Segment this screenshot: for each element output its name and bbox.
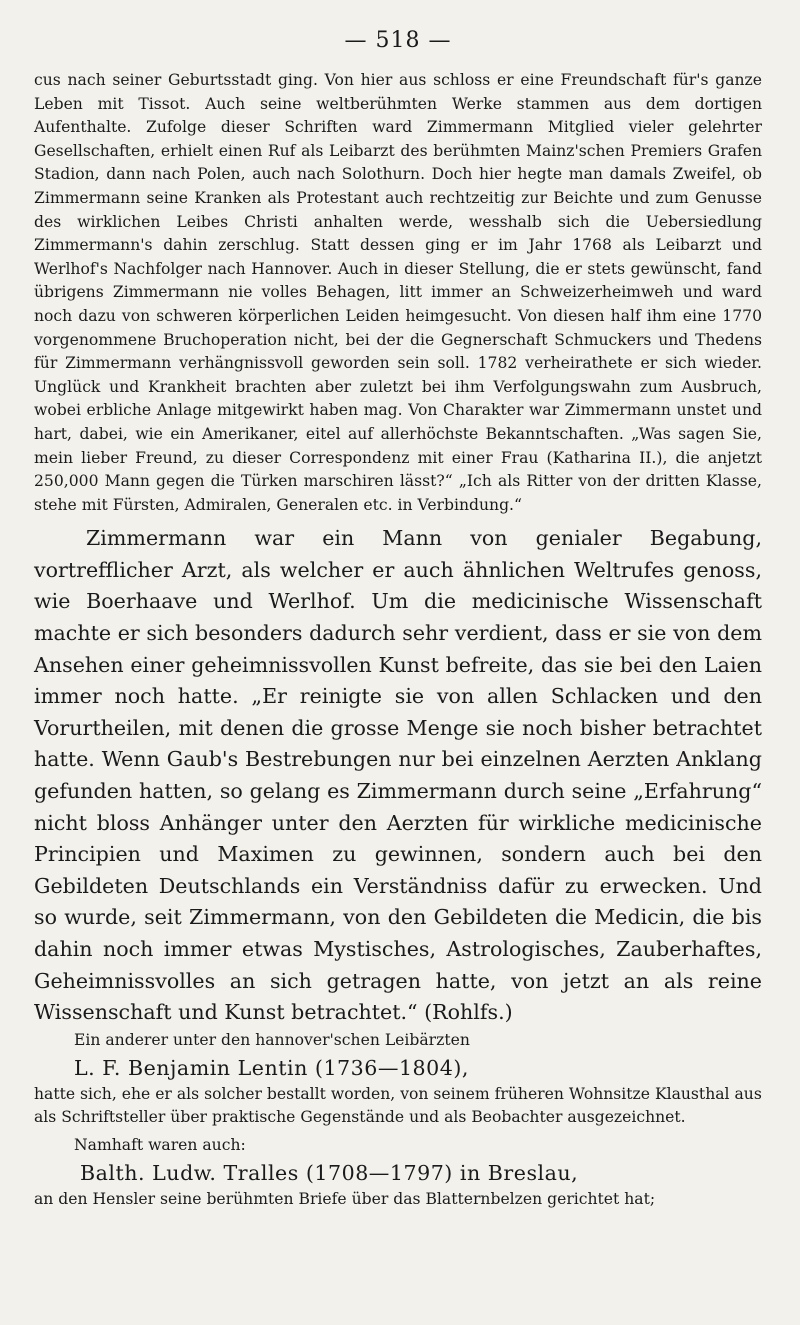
small-text-block: [34, 69, 762, 517]
name-heading-lentin: L. F. Benjamin Lentin (1736—1804),: [74, 1055, 469, 1080]
tralles-description: an den Hensler seine berühmten Briefe über das Blatternbelzen gerichtet hat;: [34, 1189, 656, 1208]
large-text-block: [34, 523, 762, 1029]
intro-line: Ein anderer unter den hannover'schen Leibärzten: [74, 1030, 470, 1049]
namhaft-line: Namhaft waren auch:: [74, 1136, 246, 1155]
large-paragraph: Zimmermann war ein Mann von genialer Begabung, vortrefflicher Arzt, als welcher er auch ähnlichen Weltrufes genoss, wie Boerhaave und Werlhof. Um die medicinische Wissenschaft machte er sich besonders dadurch sehr verdient, dass er sie von dem Ansehen einer geheimnissvollen Kunst befreite, das sie bei den Laien immer noch hatte. „Er reinigte sie von allen Schlacken und den Vorurtheilen, mit denen die grosse Menge sie noch bisher betrachtet hatte. Wenn Gaub's Bestrebungen nur bei einzelnen Aerzten Anklang gefunden hatten, so gelang es Zimmermann durch seine „Erfahrung“ nicht bloss Anhänger unter den Aerzten für wirkliche medicinische Principien und Maximen zu gewinnen, sondern auch bei den Gebildeten Deutschlands ein Verständniss dafür zu erwecken. Und so wurde, seit Zimmermann, von den Gebildeten die Medicin, die bis dahin noch immer etwas Mystisches, Astrologisches, Zauberhaftes, Geheimnissvolles an sich getragen hatte, von jetzt an als reine Wissenschaft und Kunst betrachtet.“ (Rohlfs.): [34, 526, 762, 1025]
page-number: — 518 —: [344, 28, 452, 53]
lentin-description: hatte sich, ehe er als solcher bestallt worden, von seinem früheren Wohnsitze Klausthal aus als Schriftsteller über praktische Gegenstände und als Beobachter ausgezeichnet.: [34, 1084, 762, 1127]
name-heading-tralles: Balth. Ludw. Tralles (1708—1797) in Breslau,: [80, 1160, 579, 1185]
small-paragraph: cus nach seiner Geburtsstadt ging. Von hier aus schloss er eine Freundschaft für's ganze Leben mit Tissot. Auch seine weltberühmten Werke stammen aus dem dortigen Aufenthalte. Zufolge dieser Schriften ward Zimmermann Mitglied vieler gelehrter Gesellschaften, erhielt einen Ruf als Leibarzt des berühmten Mainz'schen Premiers Grafen Stadion, dann nach Polen, auch nach Solothurn. Doch hier hegte man damals Zweifel, ob Zimmermann seine Kranken als Protestant auch rechtzeitig zur Beichte und zum Genusse des wirklichen Leibes Christi anhalten werde, wesshalb sich die Uebersiedlung Zimmermann's dahin zerschlug. Statt dessen ging er im Jahr 1768 als Leibarzt und Werlhof's Nachfolger nach Hannover. Auch in dieser Stellung, die er stets gewünscht, fand übrigens Zimmermann nie volles Behagen, litt immer an Schweizerheimweh und ward noch dazu von schweren körperlichen Leiden heimgesucht. Von diesen half ihm eine 1770 vorgenommene Bruchoperation nicht, bei der die Gegnerschaft Schmuckers und Thedens für Zimmermann verhängnissvoll geworden sein soll. 1782 verheirathete er sich wieder. Unglück und Krankheit brachten aber zuletzt bei ihm Verfolgungswahn zum Ausbruch, wobei erbliche Anlage mitgewirkt haben mag. Von Charakter war Zimmermann unstet und hart, dabei, wie ein Amerikaner, eitel auf allerhöchste Bekanntschaften. „Was sagen Sie, mein lieber Freund, zu dieser Correspondenz mit einer Frau (Katharina II.), die anjetzt 250,000 Mann gegen die Türken marschiren lässt?“ „Ich als Ritter von der dritten Klasse, stehe mit Fürsten, Admiralen, Generalen etc. in Verbindung.“: [34, 71, 762, 514]
after-text-block: [34, 1029, 762, 1212]
